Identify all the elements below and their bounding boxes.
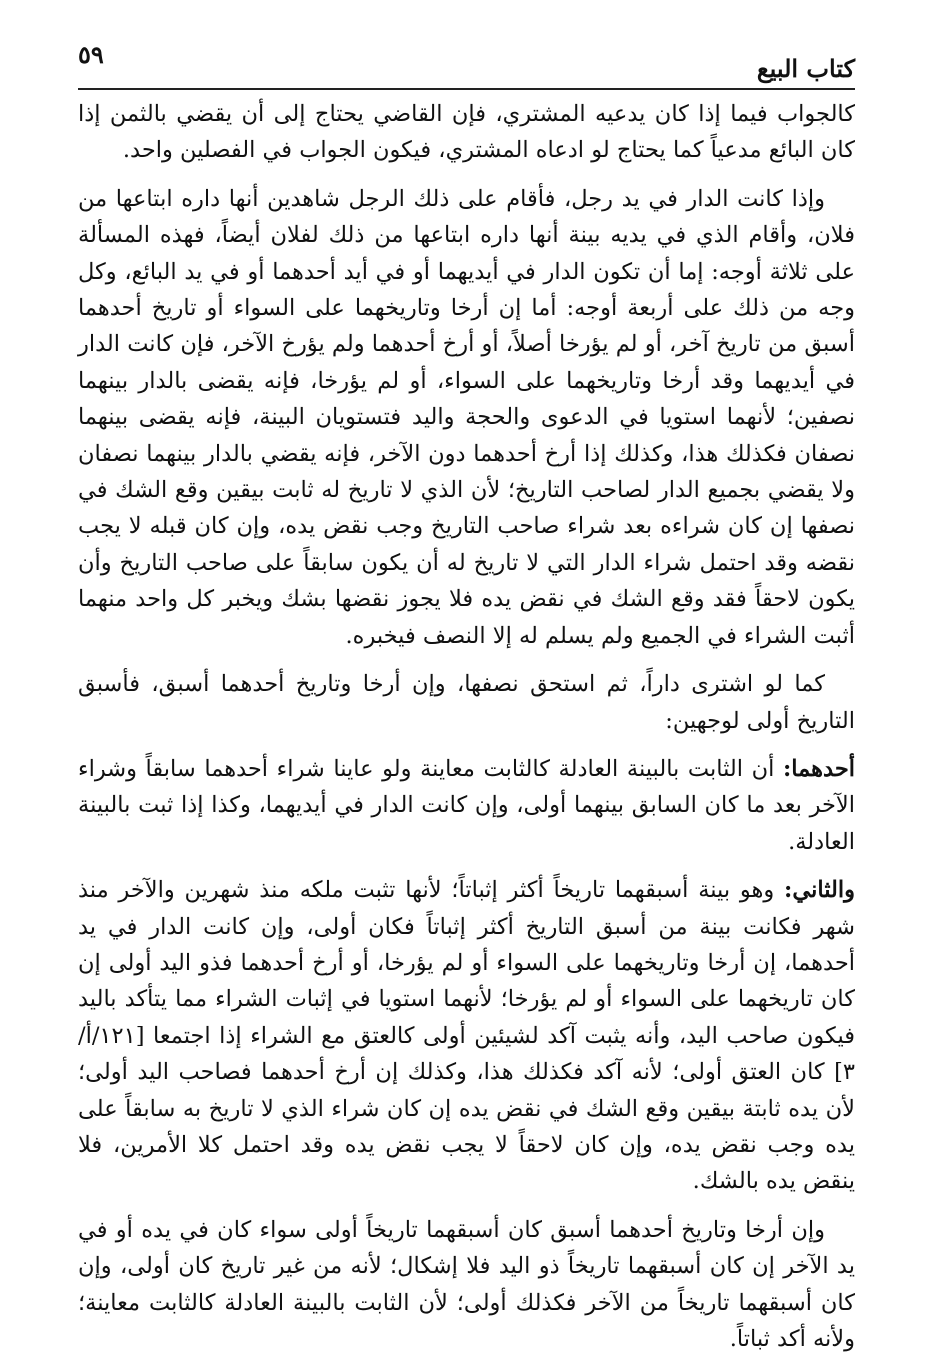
- running-title: كتاب البيع: [756, 54, 855, 83]
- page-body: [78, 96, 855, 1369]
- header-rule: [78, 88, 855, 90]
- term-second: والثاني:: [784, 877, 855, 904]
- page-number: ٥٩: [78, 40, 104, 69]
- paragraph-continuation: كالجواب فيما إذا كان يدعيه المشتري، فإن القاضي يحتاج إلى أن يقضي بالثمن إذا كان البائع مدعياً كما يحتاج لو ادعاه المشتري، فيكون الجواب في الفصلين واحد.: [78, 101, 855, 164]
- paragraph-final: وإن أرخا وتاريخ أحدهما أسبق كان أسبقهما تاريخاً أولى سواء كان في يده أو في يد الآخر إن كان أسبقهما تاريخاً ذو اليد فلا إشكال؛ لأنه من غير تاريخ كان أولى، وإن كان أسبقهما تاريخاً من الآخر فكذلك أولى؛ لأن الثابت بالبينة العادلة كالثابت معاينة؛ ولأنه أكد ثباتاً.: [78, 1216, 855, 1352]
- paragraph-second-reason: [78, 872, 855, 1200]
- paragraph-house-dispute: وإذا كانت الدار في يد رجل، فأقام على ذلك الرجل شاهدين أنها داره ابتاعها من فلان، وأقام الذي في يديه بينة أنها داره ابتاعها من ذلك لفلان أيضاً، فهذه المسألة على ثلاثة أوجه: إما أن تكون الدار في أيديهما أو في أيد أحدهما أو في يد البائع، وكل وجه من ذلك على أربعة أوجه: أما إن أرخا وتاريخهما على السواء أو تاريخ أحدهما أسبق من تاريخ آخر، أو لم يؤرخا أصلاً، أو أرخ أحدهما ولم يؤرخ الآخر، فإن كانت الدار في أيديهما وقد أرخا وتاريخهما على السواء، أو لم يؤرخا، فإنه يقضى بالدار بينهما نصفين؛ لأنهما استويا في الدعوى والحجة واليد فتستويان البينة، فإنه يقضى بينهما نصفان فكذلك هذا، وكذلك إذا أرخ أحدهما دون الآخر، فإنه يقضي بالدار بينهما نصفان ولا يقضي بجميع الدار لصاحب التاريخ؛ لأن الذي لا تاريخ له ثابت بيقين وقع الشك في نصفها إن كان شراءه بعد شراء صاحب التاريخ وجب نقض يده، وإن كان قبله لا يجب نقضه وقد احتمل شراء الدار التي لا تاريخ له أن يكون سابقاً على صاحب التاريخ وأن يكون لاحقاً فقد وقع الشك في نقض يده فلا يجوز نقضها بشك ويخبر كل واحد منهما أثبت الشراء في الجميع ولم يسلم له إلا النصف فيخبره.: [78, 185, 855, 649]
- paragraph-earlier-date: كما لو اشترى داراً، ثم استحق نصفها، وإن أرخا وتاريخ أحدهما أسبق، فأسبق التاريخ أولى لوجهين:: [78, 671, 855, 734]
- term-first: أحدهما:: [782, 755, 855, 782]
- first-reason-text: أن الثابت بالبينة العادلة كالثابت معاينة ولو عاينا شراء أحدهما سابقاً وشراء الآخر بعد ما كان السابق بينهما أولى، وإن كانت الدار في أيديهما، وكذا إذا ثبت بالبينة العادلة.: [78, 755, 855, 855]
- second-reason-text: وهو بينة أسبقهما تاريخاً أكثر إثباتاً؛ لأنها تثبت ملكه منذ شهرين والآخر منذ شهر فكانت بينة من أسبق التاريخ أكثر إثباتاً فكان أولى، وإن كانت الدار في يد أحدهما، إن أرخا وتاريخهما على السواء أو لم يؤرخا، أو أرخ أحدهما فذو اليد أولى إن كان تاريخهما على السواء أو لم يؤرخا؛ لأنهما استويا في إثبات الشراء مما يتأكد باليد فيكون صاحب اليد، وأنه يثبت آكد لشيئين أولى كالعتق مع الشراء إذا اجتمعا [١٢١/أ/٣] كان العتق أولى؛ لأنه آكد فكذلك هذا، وكذلك إن أرخ أحدهما فصاحب اليد أولى؛ لأن يده ثابتة بيقين وقع الشك في نقض يده إن كان شراء الذي لا تاريخ به سابقاً على يده وجب نقض يده، وإن كان لاحقاً لا يجب نقض يده وقد احتمل كلا الأمرين، فلا ينقض يده بالشك.: [78, 877, 855, 1195]
- paragraph-first-reason: [78, 751, 855, 860]
- page-header: [78, 40, 855, 83]
